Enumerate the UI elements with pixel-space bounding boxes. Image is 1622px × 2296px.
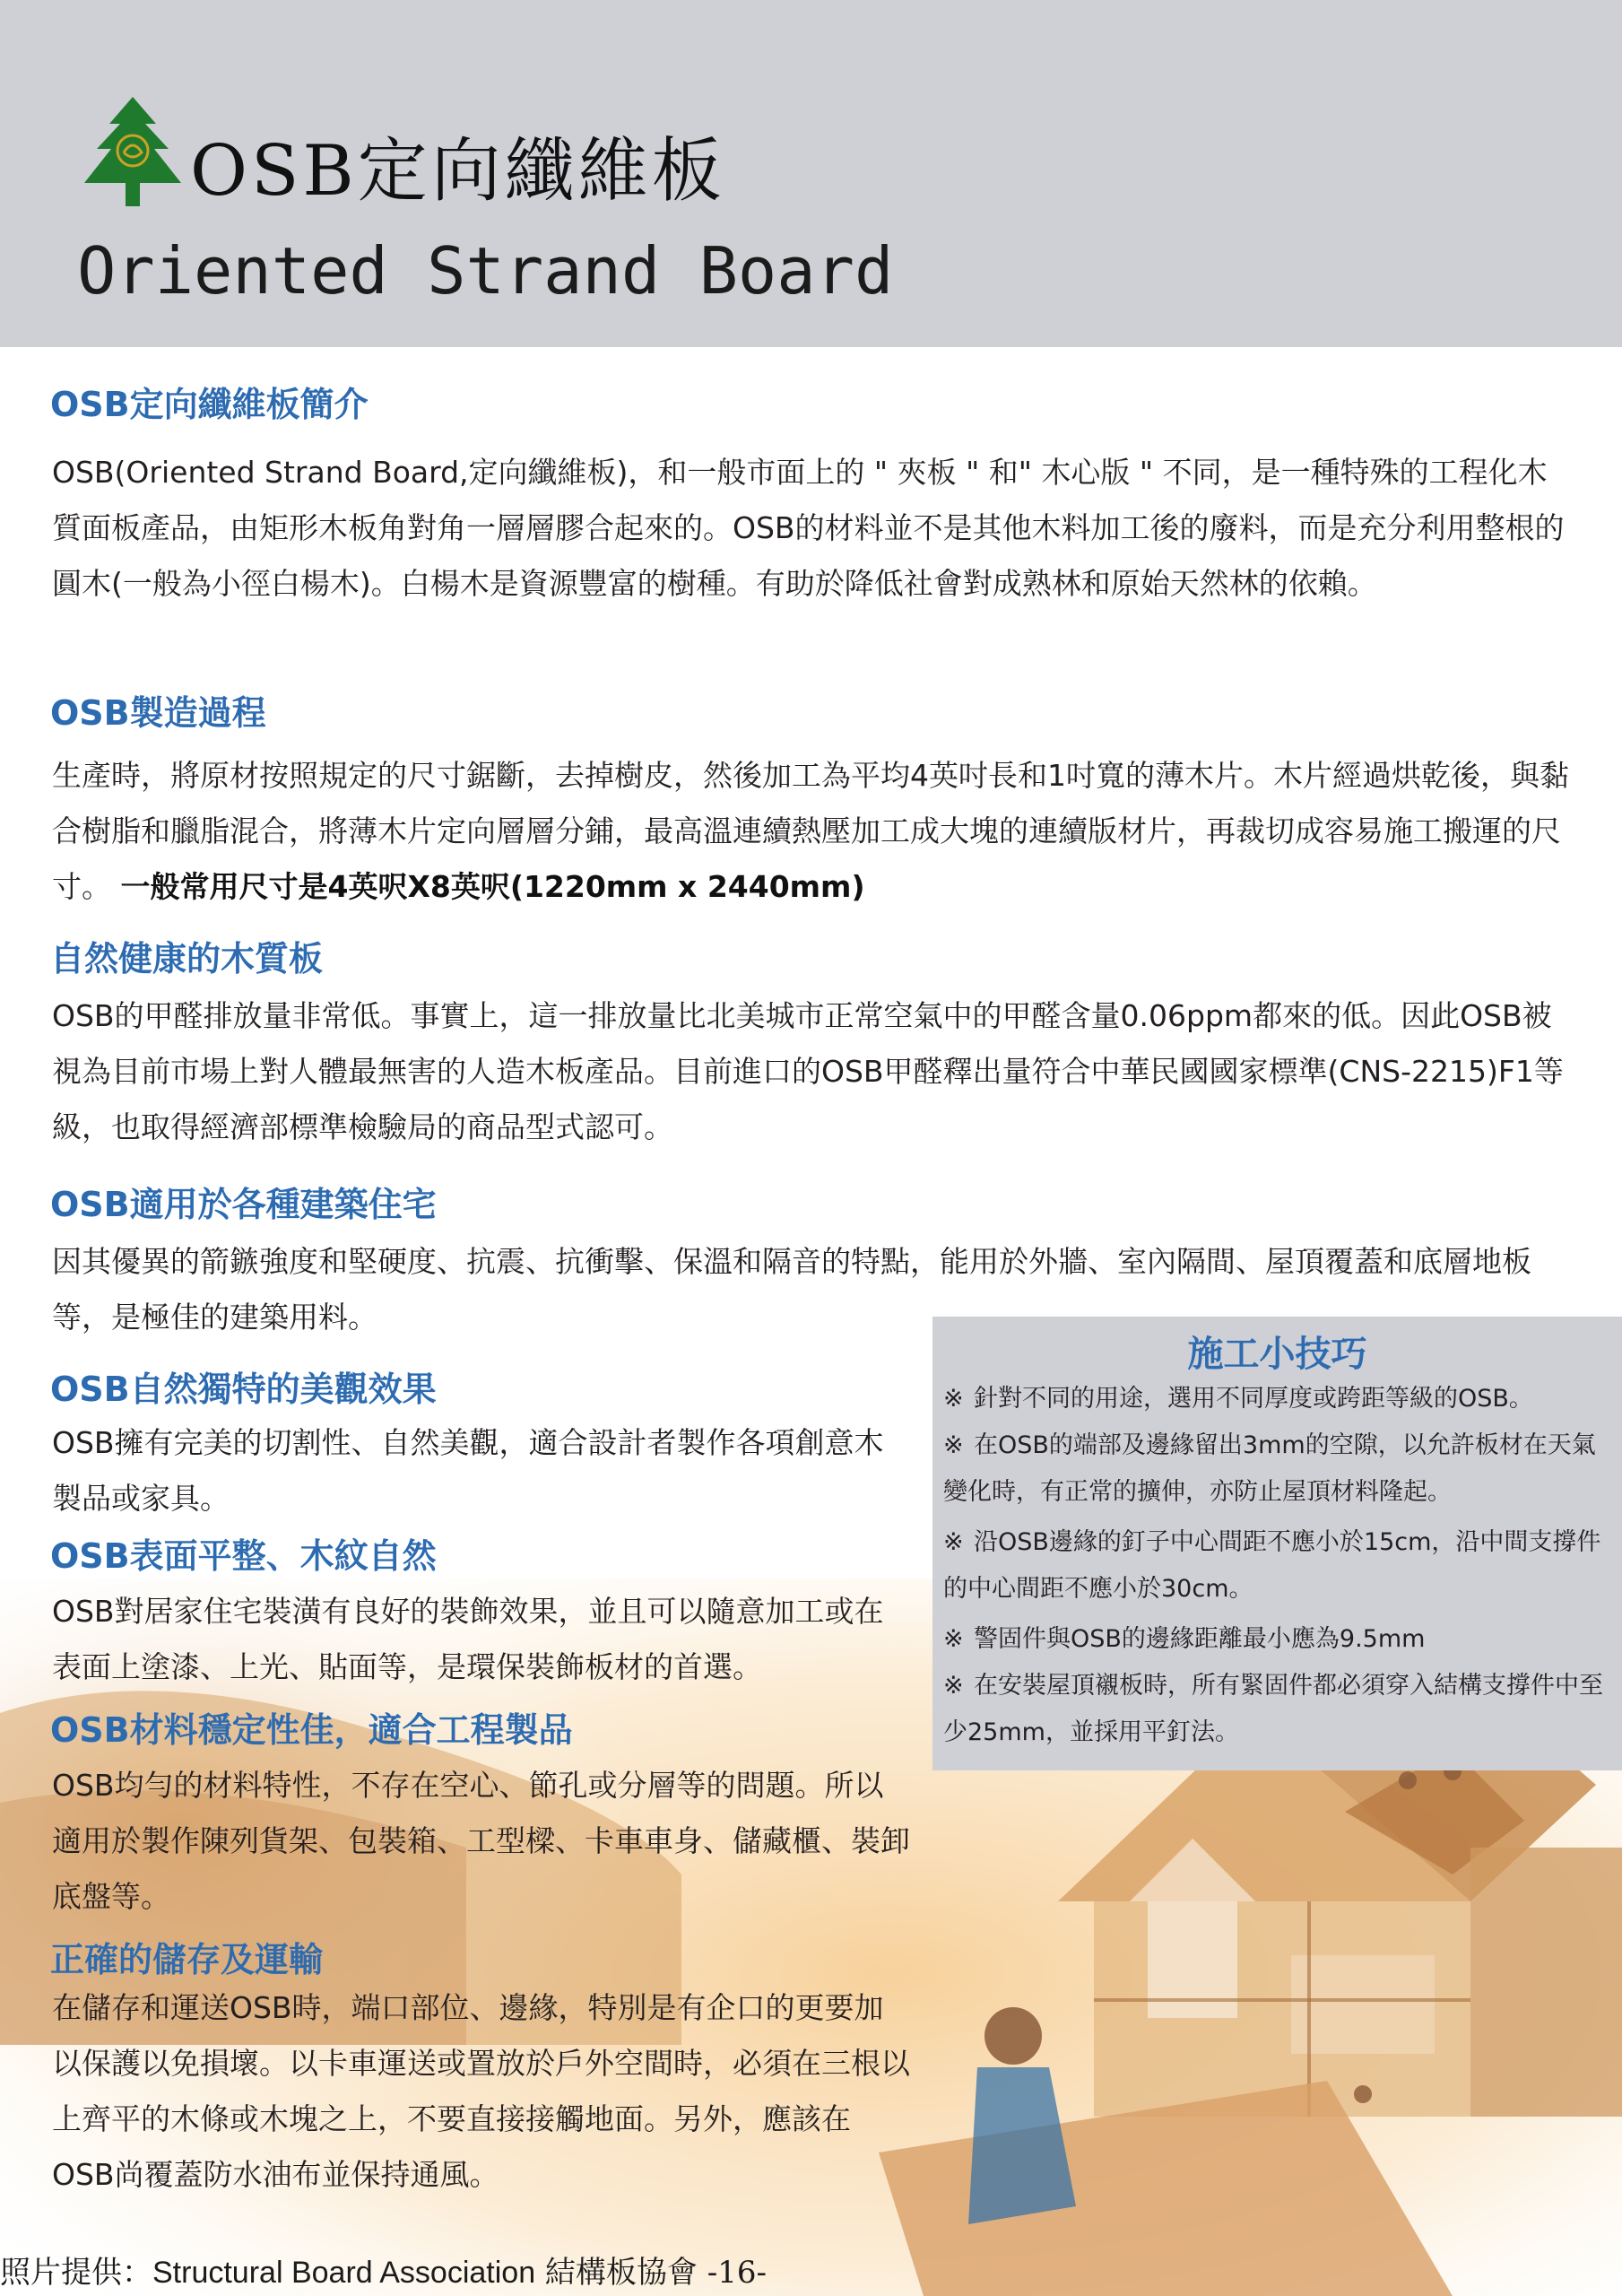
section-heading-storage: 正確的儲存及運輸: [50, 1940, 324, 1979]
construction-tips-box: [932, 1317, 1622, 1770]
credit-label: 照片提供：: [0, 2255, 152, 2291]
page-title-zh: OSB定向纖維板: [190, 131, 725, 212]
section-heading-surface: OSB表面平整、木紋自然: [50, 1536, 437, 1576]
reference-mark-icon: ※: [943, 1385, 964, 1413]
section-heading-appearance: OSB自然獨特的美觀效果: [50, 1370, 437, 1409]
page-title-en: Oriented Strand Board: [77, 233, 894, 309]
section-text-manufacturing: [52, 748, 1576, 915]
standard-size-text: 一般常用尺寸是4英呎X8英呎(1220mm x 2440mm): [120, 869, 865, 904]
section-text-intro: OSB(Oriented Strand Board,定向纖維板)，和一般市面上的 " 夾板 " 和" 木心版 " 不同，是一種特殊的工程化木質面板產品，由矩形木板角對角一層層膠合起來的。OSB的材料並不是其他木料加工後的廢料，而是充分利用整根的圓木(一般為小徑白楊木)。白楊木是資源豐富的樹種。有助於降低社會對成熟林和原始天然林的依賴。: [52, 455, 1565, 601]
tip-item: [943, 1422, 1616, 1516]
tip-text: 在安裝屋頂襯板時，所有緊固件都必須穿入結構支撐件中至少25mm，並採用平釘法。: [943, 1672, 1603, 1746]
reference-mark-icon: ※: [943, 1431, 964, 1459]
photo-credit: [0, 2248, 767, 2292]
section-heading-stability: OSB材料穩定性佳，適合工程製品: [50, 1710, 573, 1750]
section-text-appearance: OSB擁有完美的切割性、自然美觀，適合設計者製作各項創意木製品或家具。: [52, 1425, 884, 1516]
manufacturing-text: 生產時，將原材按照規定的尺寸鋸斷，去掉樹皮，然後加工為平均4英吋長和1吋寬的薄木片。木片經過烘乾後，與黏合樹脂和臘脂混合，將薄木片定向層層分鋪，最高溫連續熱壓加工成大塊的連續版材片，再裁切成容易施工搬運的尺寸。: [52, 758, 1569, 904]
section-text-surface: OSB對居家住宅裝潢有良好的裝飾效果，並且可以隨意加工或在表面上塗漆、上光、貼面等，是環保裝飾板材的首選。: [52, 1594, 884, 1684]
section-heading-manufacturing: OSB製造過程: [50, 693, 266, 733]
credit-org-zh: 結構板協會: [544, 2255, 698, 2291]
tip-item: [943, 1519, 1616, 1613]
section-heading-building: OSB適用於各種建築住宅: [50, 1185, 437, 1224]
credit-org-en: Structural Board Association: [152, 2256, 536, 2290]
section-text-stability: OSB均勻的材料特性，不存在空心、節孔或分層等的問題。所以適用於製作陳列貨架、包裝箱、工型樑、卡車車身、儲藏櫃、裝卸底盤等。: [52, 1768, 910, 1914]
tips-title: 施工小技巧: [1187, 1334, 1367, 1375]
tip-item: [943, 1663, 1616, 1756]
tip-item: [943, 1616, 1616, 1663]
page-number: -16-: [707, 2255, 767, 2291]
tip-item: [943, 1376, 1616, 1422]
section-text-building: 因其優異的箭鏃強度和堅硬度、抗震、抗衝擊、保溫和隔音的特點，能用於外牆、室內隔間、屋頂覆蓋和底層地板等，是極佳的建築用料。: [52, 1244, 1531, 1335]
section-text-storage: 在儲存和運送OSB時，端口部位、邊緣，特別是有企口的更要加以保護以免損壞。以卡車運送或置放於戶外空間時，必須在三根以上齊平的木條或木塊之上，不要直接接觸地面。另外，應該在OSB尚覆蓋防水油布並保持通風。: [52, 1990, 910, 2192]
tip-text: 在OSB的端部及邊緣留出3mm的空隙，以允許板材在天氣變化時，有正常的擴伸，亦防止屋頂材料隆起。: [943, 1431, 1596, 1506]
section-text-healthy: OSB的甲醛排放量非常低。事實上，這一排放量比北美城市正常空氣中的甲醛含量0.06ppm都來的低。因此OSB被視為目前市場上對人體最無害的人造木板產品。目前進口的OSB甲醛釋出量符合中華民國國家標準(CNS-2215)F1等級，也取得經濟部標準檢驗局的商品型式認可。: [52, 998, 1564, 1144]
section-heading-healthy: 自然健康的木質板: [50, 939, 324, 978]
tip-text: 警固件與OSB的邊緣距離最小應為9.5mm: [974, 1625, 1426, 1653]
reference-mark-icon: ※: [943, 1625, 964, 1653]
reference-mark-icon: ※: [943, 1672, 964, 1700]
section-heading-intro: OSB定向纖維板簡介: [50, 385, 369, 424]
pine-tree-logo-icon: [82, 97, 183, 208]
reference-mark-icon: ※: [943, 1528, 964, 1556]
tip-text: 沿OSB邊緣的釘子中心間距不應小於15cm，沿中間支撐件的中心間距不應小於30cm。: [943, 1528, 1601, 1603]
tip-text: 針對不同的用途，選用不同厚度或跨距等級的OSB。: [974, 1385, 1533, 1413]
